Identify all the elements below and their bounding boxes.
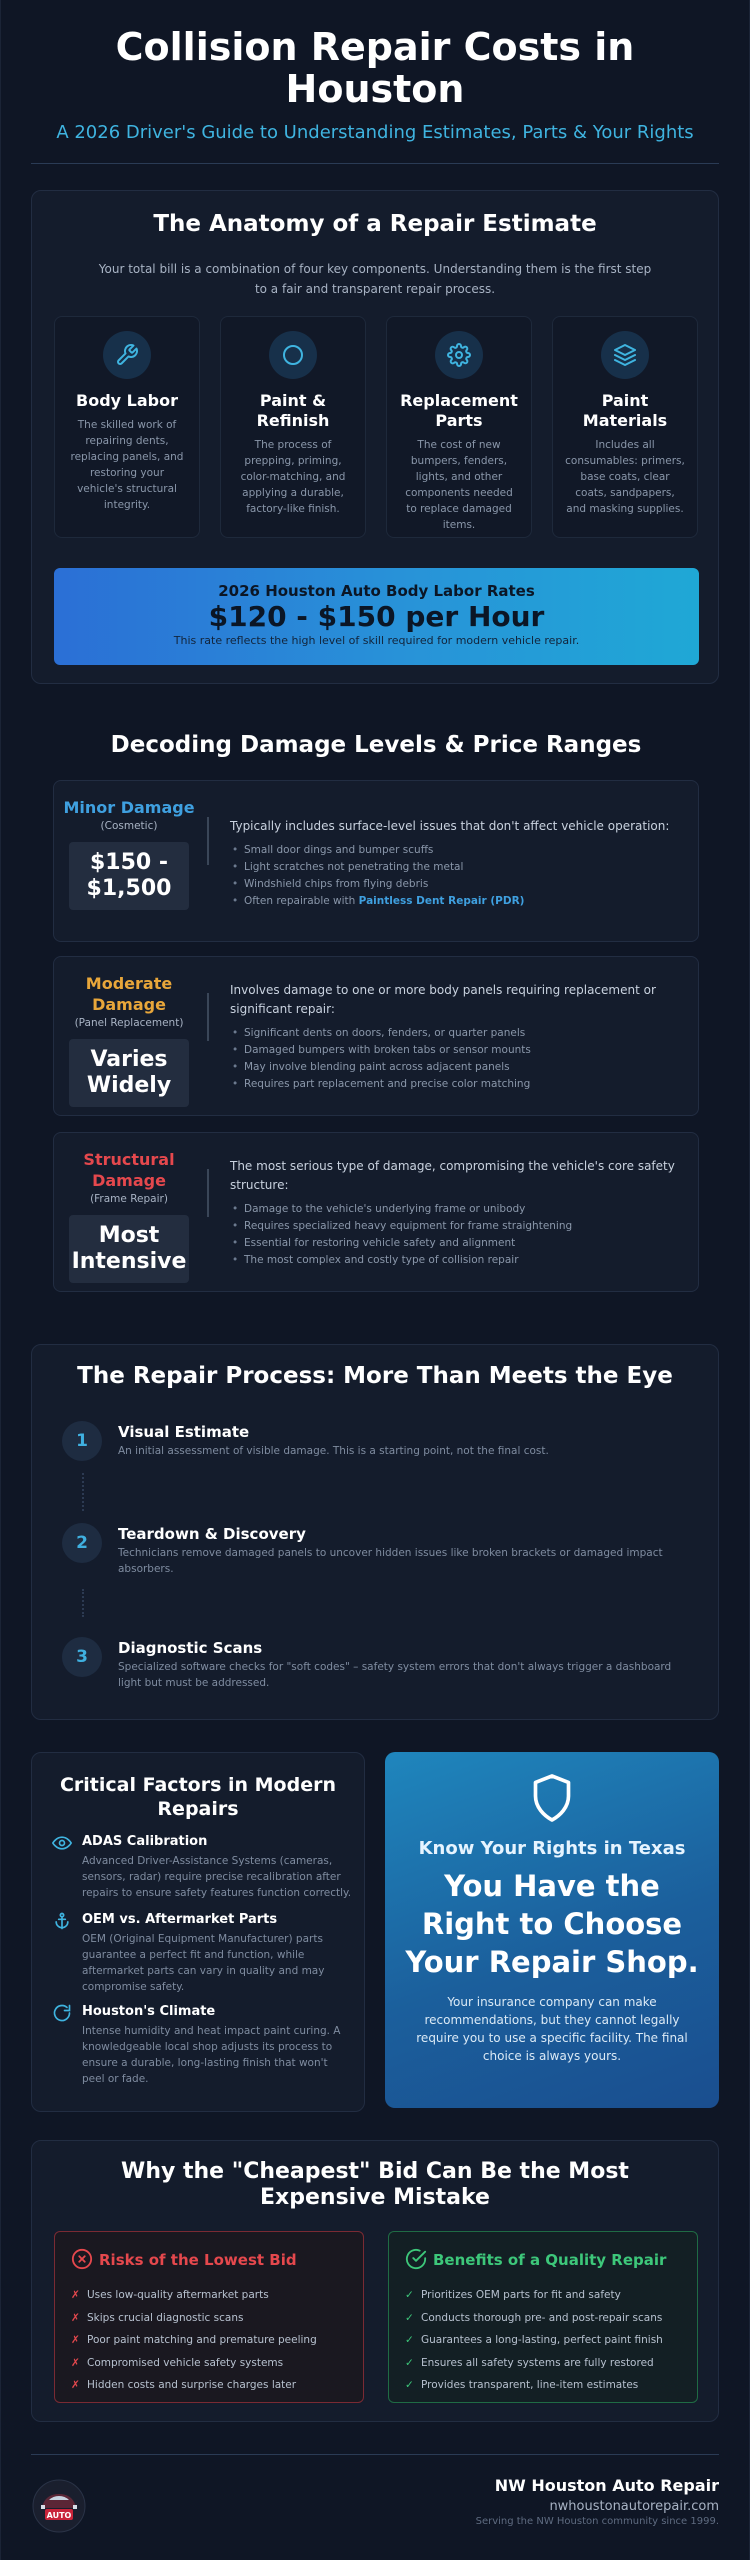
damage-level-summary bbox=[54, 957, 204, 1115]
list-item bbox=[405, 2352, 690, 2375]
page-title: Collision Repair Costs in Houston bbox=[115, 25, 635, 111]
process-section bbox=[31, 1344, 719, 1720]
component-name: Paint Materials bbox=[582, 391, 668, 430]
anatomy-section bbox=[31, 190, 719, 684]
step-connector bbox=[82, 1473, 84, 1511]
refresh-icon bbox=[52, 2003, 72, 2023]
circle-icon bbox=[269, 331, 317, 379]
damage-title: Decoding Damage Levels & Price Ranges bbox=[110, 732, 642, 758]
damage-level-list bbox=[230, 1025, 680, 1093]
labor-rates-value: $120 - $150 per Hour bbox=[208, 600, 545, 633]
risks-title: Risks of the Lowest Bid bbox=[99, 2251, 297, 2269]
list-item bbox=[71, 2352, 356, 2375]
list-item: • Requires specialized heavy equipment for frame straightening bbox=[230, 1218, 680, 1235]
list-item: • Small door dings and bumper scuffs bbox=[230, 842, 680, 859]
list-item: • The most complex and costly type of collision repair bbox=[230, 1252, 680, 1269]
list-item-text: Often repairable with bbox=[244, 895, 359, 907]
check-mark-icon: ✓ bbox=[405, 2334, 414, 2346]
damage-level-list bbox=[230, 842, 680, 910]
x-mark-icon: ✗ bbox=[71, 2334, 80, 2346]
list-item-text: Hidden costs and surprise charges later bbox=[87, 2379, 297, 2391]
x-mark-icon: ✗ bbox=[71, 2379, 80, 2391]
rights-headline: You Have the Right to Choose Your Repair Shop. bbox=[405, 1869, 699, 1979]
benefits-list bbox=[405, 2284, 690, 2397]
footer-brand bbox=[476, 2476, 719, 2527]
brand-tagline: Serving the NW Houston community since 1999. bbox=[475, 2516, 719, 2527]
eye-icon bbox=[52, 1833, 72, 1853]
step-title: Visual Estimate bbox=[118, 1423, 250, 1441]
labor-rates-banner bbox=[54, 568, 699, 665]
x-circle-icon bbox=[71, 2248, 93, 2270]
x-mark-icon: ✗ bbox=[71, 2356, 80, 2369]
anatomy-intro: Your total bill is a combination of four key components. Understanding them is the first step to a fair and transparent repair process. bbox=[98, 262, 652, 296]
check-circle-icon bbox=[405, 2248, 427, 2270]
shield-icon bbox=[530, 1772, 574, 1824]
labor-rates-note: This rate reflects the high level of skill required for modern vehicle repair. bbox=[173, 634, 580, 647]
header bbox=[1, 0, 749, 143]
damage-level-details bbox=[230, 981, 680, 1093]
logo-text: AUTO bbox=[46, 2511, 72, 2520]
component-card-paint-refinish bbox=[220, 316, 366, 538]
list-item: • Essential for restoring vehicle safety and alignment bbox=[230, 1235, 680, 1252]
list-item: • Significant dents on doors, fenders, or quarter panels bbox=[230, 1025, 680, 1042]
rights-eyebrow: Know Your Rights in Texas bbox=[418, 1838, 686, 1859]
list-item: • Windshield chips from flying debris bbox=[230, 876, 680, 893]
step-number: 2 bbox=[62, 1523, 102, 1563]
process-step-3 bbox=[62, 1637, 682, 1687]
labor-rates-label: 2026 Houston Auto Body Labor Rates bbox=[218, 582, 535, 600]
benefits-column bbox=[388, 2231, 698, 2403]
list-item: • May involve blending paint across adjacent panels bbox=[230, 1059, 680, 1076]
brand-url-link[interactable]: nwhoustonautorepair.com bbox=[549, 2499, 719, 2514]
damage-level-summary bbox=[54, 781, 204, 941]
critical-factors-title: Critical Factors in Modern Repairs bbox=[59, 1774, 336, 1820]
damage-level-lead: Involves damage to one or more body panels requiring replacement or significant repair: bbox=[230, 983, 656, 1016]
step-desc: Specialized software checks for "soft codes" – safety system errors that don't always trigger a dashboard light but must be addressed. bbox=[118, 1661, 672, 1689]
list-item-text: Ensures all safety systems are fully restored bbox=[421, 2356, 654, 2369]
factor-name: ADAS Calibration bbox=[82, 1834, 208, 1849]
list-item: • Damaged bumpers with broken tabs or sensor mounts bbox=[230, 1042, 680, 1059]
list-item bbox=[405, 2284, 690, 2307]
anatomy-title: The Anatomy of a Repair Estimate bbox=[153, 211, 597, 237]
step-desc: An initial assessment of visible damage. This is a starting point, not the final cost. bbox=[118, 1445, 549, 1457]
step-number: 1 bbox=[62, 1421, 102, 1461]
check-mark-icon: ✓ bbox=[405, 2379, 414, 2391]
list-item bbox=[405, 2307, 690, 2330]
factor-desc: OEM (Original Equipment Manufacturer) parts guarantee a perfect fit and function, while aftermarket parts can vary in quality and may compromise safety. bbox=[82, 1933, 325, 1993]
auto-repair-logo[interactable] bbox=[31, 2478, 87, 2534]
check-mark-icon: ✓ bbox=[405, 2311, 414, 2324]
component-name: Paint & Refinish bbox=[256, 391, 330, 430]
risks-list bbox=[71, 2284, 356, 2397]
list-item bbox=[71, 2329, 356, 2352]
damage-level-details bbox=[230, 817, 680, 910]
check-mark-icon: ✓ bbox=[405, 2356, 414, 2369]
list-item bbox=[405, 2329, 690, 2352]
list-item-text: Poor paint matching and premature peeling bbox=[87, 2334, 317, 2346]
component-desc: The skilled work of repairing dents, replacing panels, and restoring your vehicle's structural integrity. bbox=[70, 419, 184, 511]
damage-level-lead: Typically includes surface-level issues that don't affect vehicle operation: bbox=[230, 819, 670, 833]
wrench-icon bbox=[103, 331, 151, 379]
component-desc: The process of prepping, priming, color-matching, and applying a durable, factory-like finish. bbox=[240, 439, 346, 515]
damage-level-subtitle: (Panel Replacement) bbox=[74, 1017, 184, 1029]
damage-level-subtitle: (Cosmetic) bbox=[100, 820, 158, 832]
component-card-body-labor bbox=[54, 316, 200, 538]
list-item bbox=[71, 2307, 356, 2330]
x-mark-icon: ✗ bbox=[71, 2311, 80, 2324]
damage-level-divider bbox=[207, 1169, 209, 1217]
factor-name: OEM vs. Aftermarket Parts bbox=[82, 1912, 278, 1927]
brand-name: NW Houston Auto Repair bbox=[494, 2476, 719, 2495]
list-item: • Damage to the vehicle's underlying frame or unibody bbox=[230, 1201, 680, 1218]
list-item-text: Prioritizes OEM parts for fit and safety bbox=[421, 2289, 621, 2301]
damage-level-price: $150 - $1,500 bbox=[69, 842, 189, 910]
list-item-text: Guarantees a long-lasting, perfect paint finish bbox=[421, 2334, 663, 2346]
step-desc: Technicians remove damaged panels to uncover hidden issues like broken brackets or damaged impact absorbers. bbox=[118, 1547, 663, 1575]
step-title: Teardown & Discovery bbox=[118, 1525, 306, 1543]
risks-column bbox=[54, 2231, 364, 2403]
list-item-text: Conducts thorough pre- and post-repair scans bbox=[421, 2311, 663, 2324]
damage-level-divider bbox=[207, 817, 209, 865]
damage-level-name: Minor Damage bbox=[63, 798, 195, 817]
list-item bbox=[405, 2374, 690, 2397]
layers-icon bbox=[601, 331, 649, 379]
component-desc: Includes all consumables: primers, base coats, clear coats, sandpapers, and masking supplies. bbox=[565, 439, 685, 515]
anchor-icon bbox=[52, 1911, 72, 1931]
component-card-replacement-parts bbox=[386, 316, 532, 538]
check-mark-icon: ✓ bbox=[405, 2289, 414, 2301]
page-subtitle: A 2026 Driver's Guide to Understanding Estimates, Parts & Your Rights bbox=[56, 122, 694, 143]
damage-level-list bbox=[230, 1201, 680, 1269]
cheapest-bid-title: Why the "Cheapest" Bid Can Be the Most Expensive Mistake bbox=[121, 2159, 629, 2210]
component-grid bbox=[54, 316, 698, 538]
damage-level-subtitle: (Frame Repair) bbox=[90, 1193, 168, 1205]
know-your-rights-card bbox=[385, 1752, 719, 2108]
gear-icon bbox=[435, 331, 483, 379]
damage-level-name: Structural Damage bbox=[83, 1150, 175, 1190]
damage-level-price: Most Intensive bbox=[69, 1215, 189, 1283]
list-item-text: Skips crucial diagnostic scans bbox=[87, 2311, 244, 2324]
damage-level-moderate bbox=[53, 956, 699, 1116]
footer-divider bbox=[31, 2454, 719, 2455]
process-step-2 bbox=[62, 1523, 682, 1573]
risks-heading bbox=[71, 2248, 297, 2270]
damage-level-lead: The most serious type of damage, compromising the vehicle's core safety structure: bbox=[230, 1159, 675, 1192]
list-item-text: Uses low-quality aftermarket parts bbox=[87, 2289, 269, 2301]
list-item bbox=[230, 893, 680, 910]
process-step-1 bbox=[62, 1421, 682, 1471]
component-name: Body Labor bbox=[76, 391, 178, 410]
damage-level-divider bbox=[207, 993, 209, 1041]
cheapest-bid-section bbox=[31, 2140, 719, 2422]
critical-factors-card bbox=[31, 1752, 365, 2112]
list-item: • Requires part replacement and precise color matching bbox=[230, 1076, 680, 1093]
damage-level-name: Moderate Damage bbox=[85, 974, 173, 1014]
list-item: • Light scratches not penetrating the metal bbox=[230, 859, 680, 876]
factor-name: Houston's Climate bbox=[82, 2004, 216, 2019]
process-title: The Repair Process: More Than Meets the Eye bbox=[77, 1363, 673, 1389]
benefits-heading bbox=[405, 2248, 666, 2270]
step-number: 3 bbox=[62, 1637, 102, 1677]
factor-desc: Intense humidity and heat impact paint curing. A knowledgeable local shop adjusts its process to ensure a durable, long-lasting finish that won't peel or fade. bbox=[82, 2025, 341, 2085]
x-mark-icon: ✗ bbox=[71, 2289, 80, 2301]
rights-desc: Your insurance company can make recommendations, but they cannot legally require you to use a specific facility. The final choice is always yours. bbox=[416, 1995, 688, 2063]
factor-desc: Advanced Driver-Assistance Systems (cameras, sensors, radar) require precise recalibration after repairs to ensure safety features function correctly. bbox=[82, 1855, 352, 1899]
step-connector bbox=[82, 1589, 84, 1617]
component-name: Replacement Parts bbox=[400, 391, 518, 430]
damage-level-summary bbox=[54, 1133, 204, 1291]
pdr-link[interactable]: Paintless Dent Repair (PDR) bbox=[358, 895, 525, 907]
step-title: Diagnostic Scans bbox=[118, 1639, 263, 1657]
list-item bbox=[71, 2284, 356, 2307]
damage-level-details bbox=[230, 1157, 680, 1269]
damage-level-price: Varies Widely bbox=[69, 1039, 189, 1107]
component-card-paint-materials bbox=[552, 316, 698, 538]
list-item-text: Provides transparent, line-item estimates bbox=[421, 2379, 639, 2391]
benefits-title: Benefits of a Quality Repair bbox=[433, 2251, 667, 2269]
list-item bbox=[71, 2374, 356, 2397]
damage-level-structural bbox=[53, 1132, 699, 1292]
header-divider bbox=[31, 163, 719, 164]
component-desc: The cost of new bumpers, fenders, lights, and other components needed to replace damaged items. bbox=[405, 439, 513, 531]
list-item-text: Compromised vehicle safety systems bbox=[87, 2356, 284, 2369]
damage-level-minor bbox=[53, 780, 699, 942]
